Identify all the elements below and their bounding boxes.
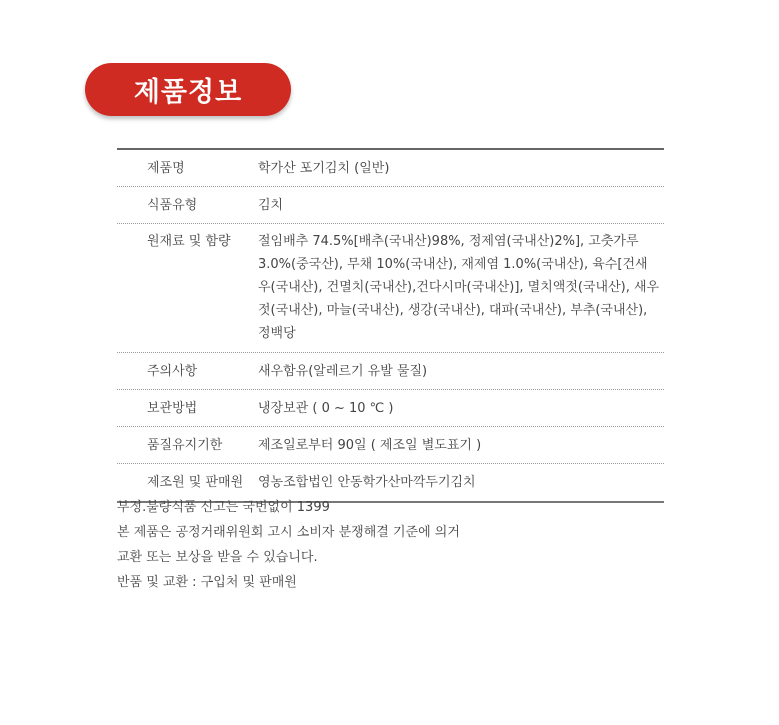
row-value: 새우함유(알레르기 유발 물질) bbox=[258, 364, 428, 379]
table-row-product-name bbox=[117, 150, 664, 187]
row-label: 품질유지기한 bbox=[147, 438, 223, 453]
table-row-ingredients bbox=[117, 224, 664, 353]
row-label: 식품유형 bbox=[147, 198, 198, 213]
row-label: 제조원 및 판매원 bbox=[147, 475, 244, 490]
product-info-table bbox=[117, 148, 664, 503]
table-row-storage bbox=[117, 390, 664, 427]
row-label: 보관방법 bbox=[147, 401, 198, 416]
notice-line: 본 제품은 공정거래위원회 고시 소비자 분쟁해결 기준에 의거 bbox=[117, 525, 460, 540]
row-label: 제품명 bbox=[147, 161, 185, 176]
notice-line: 교환 또는 보상을 받을 수 있습니다. bbox=[117, 550, 318, 565]
row-value: 절임배추 74.5%[배추(국내산)98%, 정제염(국내산)2%], 고춧가루 3.0%(중국산), 무채 10%(국내산), 재제염 1.0%(국내산), 육수[건새우(국내산), 건멸치(국내산),건다시마(국내산)], 멸치액젓(국내산), 새우젓(국내산), 마늘(국내산), 생강(국내산), 대파(국내산), 부추(국내산), 정백당 bbox=[258, 234, 660, 341]
row-value: 학가산 포기김치 (일반) bbox=[258, 161, 390, 176]
table-row-caution bbox=[117, 353, 664, 390]
notice-line: 반품 및 교환 : 구입처 및 판매원 bbox=[117, 575, 297, 590]
notice-line: 부정.불량식품 신고는 국번없이 1399 bbox=[117, 500, 330, 515]
row-label: 주의사항 bbox=[147, 364, 198, 379]
table-row-shelf-life bbox=[117, 427, 664, 464]
row-value: 제조일로부터 90일 ( 제조일 별도표기 ) bbox=[258, 438, 482, 453]
title-badge bbox=[85, 63, 291, 116]
consumer-notice bbox=[117, 495, 677, 595]
row-label: 원재료 및 함량 bbox=[147, 234, 231, 249]
table-row-food-type bbox=[117, 187, 664, 224]
row-value: 영농조합법인 안동학가산마깍두기김치 bbox=[258, 475, 476, 490]
page-title: 제품정보 bbox=[133, 77, 243, 108]
row-value: 김치 bbox=[258, 198, 284, 213]
row-value: 냉장보관 ( 0 ~ 10 ℃ ) bbox=[258, 401, 394, 416]
